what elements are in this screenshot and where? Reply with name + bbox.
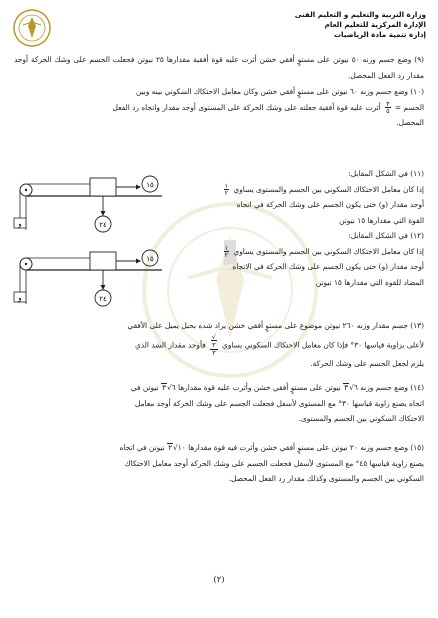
sqrt-radicand: ٢ [168,443,173,452]
body-block [90,252,116,270]
problem-10 [14,84,424,131]
problem-15 [14,440,424,487]
problem-14-line1: (١٤) وضع جسم وزنه ٦√٣ نيوتن على مستوٍ أفقي خشن وأثرت عليه قوة مقدارها ٦√٣ نيوتن في [130,383,424,392]
problem-11-line2: أوجد مقدار (و) حتى يكون الجسم على وشك الحركة في اتجاه [236,200,424,209]
problem-14-post: نيوتن في [130,383,161,392]
problem-10-line2 [14,100,424,116]
problem-13-line1: (١٣) جسم مقدار وزنه ٢٦٠ نيوتن موضوع على مستوٍ أفقي خشن يراد شده بحبل يميل على الأفقي [127,321,424,330]
problem-13-line2 [14,334,424,357]
hanging-label: و [18,220,22,228]
fraction-numerator: ١ [224,243,229,252]
problem-13-line3: يلزم لجعل الجسم على وشك الحركة. [310,359,424,369]
problem-15-line1: (١٥) وضع جسم وزنه ٢٠ نيوتن على مستوٍ أفقي خشن وأثرت فيه قوة مقدارها ١٠√٢ نيوتن في اتجاه [119,443,424,452]
problem-10-post: أثرت عليه قوة أفقية جعلته على وشك الحركة على المستوى أوجد مقدار واتجاه رد الفعل [112,102,384,112]
header [12,8,426,48]
problem-14-mid: نيوتن على مستوٍ أفقي خشن وأثرت عليه قوة مقدارها [175,383,344,392]
problem-12 [134,228,424,290]
department-name: إدارة تنمية مادة الرياضيات [333,30,426,39]
friction-fraction [385,101,390,115]
problem-11-pre: إذا كان معامل الاحتكاك السكوني بين الجسم والمستوى يساوي [231,184,424,194]
problem-9 [14,52,424,83]
pulley-diagram-2 [12,244,162,314]
problem-11-line3: القوة التي مقدارها ١٥ نيوتن [339,215,424,225]
problem-12-line2: أوجد مقدار (و) حتى يكون الجسم على وشك الحركة في الاتجاه [232,262,424,271]
problem-11-line1 [134,182,424,198]
header-text [295,10,426,40]
problem-14 [14,380,424,427]
problem-14-line2: اتجاه يصنع زاوية قياسها ٣٠° مع المستوى لأسفل فجعلت الجسم على وشك الحركة أوجد معامل [134,398,424,408]
problem-15-pre: (١٥) وضع جسم وزنه ٢٠ نيوتن على مستوٍ أفقي خشن وأثرت فيه قوة مقدارها [185,443,424,452]
problem-14-line3: الاحتكاك السكوني بين الجسم والمستوى. [298,414,424,423]
ministry-name: وزارة التربية والتعليم و التعليم الفنى [294,10,426,19]
problem-11 [134,166,424,228]
weight-coefficient: ٦ [353,383,358,392]
fraction-denominator: ٥ [386,107,390,115]
fraction-denominator: ٣ [212,348,216,357]
problem-12-line3: المضاد للقوة التي مقدارها ١٥ نيوتن [315,277,424,287]
ministry-emblem-icon [12,8,52,48]
weight-label: ٢٤ [99,295,107,303]
body-block [90,178,116,196]
problem-10-pre: الجسم = [392,102,424,112]
hanging-label: و [18,294,22,302]
problem-10-line3: المحصل. [396,118,424,127]
problem-12-title: (١٢) في الشكل المقابل: [348,231,424,240]
problem-12-pre: إذا كان معامل الاحتكاك السكوني بين الجسم والمستوى يساوي [231,246,424,256]
problem-13 [14,318,424,372]
central-admin: الإدارة المركزية للتعليم العام [324,20,426,29]
fraction-denominator: ٢ [224,189,229,197]
fraction-numerator: √ ٣ [211,332,216,349]
problem-10-line1: (١٠) وضع جسم وزنه ٦٠ نيوتن على مستوٍ أفقي خشن وكان معامل الاحتكاك السكوني بينه وبين [135,87,424,96]
fraction-numerator: ١ [224,181,229,190]
friction-fraction [224,183,229,197]
sqrt-radicand: ٣ [161,383,166,392]
problem-13-pre: لأعلى بزاوية قياسها ٣٠° فإذا كان معامل الاحتكاك السكوني يساوي [219,339,424,349]
problem-11-title: (١١) في الشكل المقابل: [348,169,424,178]
friction-fraction [210,334,217,357]
sqrt-radicand: ٣ [212,340,216,349]
force-label: ١٥ [146,181,154,189]
problem-14-pre: (١٤) وضع جسم وزنه [357,383,424,392]
problem-15-line3: السكوني بين الجسم والمستوى وكذلك مقدار رد الفعل المحصل. [228,474,424,483]
force-label: ١٥ [146,255,154,263]
force-coefficient: ٦ [171,383,176,392]
problem-15-post: نيوتن في اتجاه [119,443,168,452]
fraction-denominator: ٢ [224,251,229,259]
weight-label: ٢٤ [99,221,107,229]
problem-13-post: فأوجد مقدار الشد الذي [134,339,209,349]
problem-15-line2: يصنع زاوية قياسها ٤٥° مع المستوى لأسفل فجعلت الجسم على وشك الحركة أوجد معامل الاحتكاك [124,458,424,468]
problem-12-line1 [134,244,424,260]
page-number: (٢) [213,575,225,585]
problem-9-text: (٩) وضع جسم وزنه ٥٠ نيوتن على مستوٍ أفقي خشن أثرت عليه قوة أفقية مقدارها ٢٥ نيوتن فجعلت الجسم على وشك الحركة أوجد مقدار رد الفعل المحصل. [14,55,425,80]
force-coefficient: ١٠ [177,443,186,452]
fraction-numerator: ٣ [386,99,390,108]
sqrt-radicand: ٣ [344,383,349,392]
friction-fraction [224,245,229,259]
